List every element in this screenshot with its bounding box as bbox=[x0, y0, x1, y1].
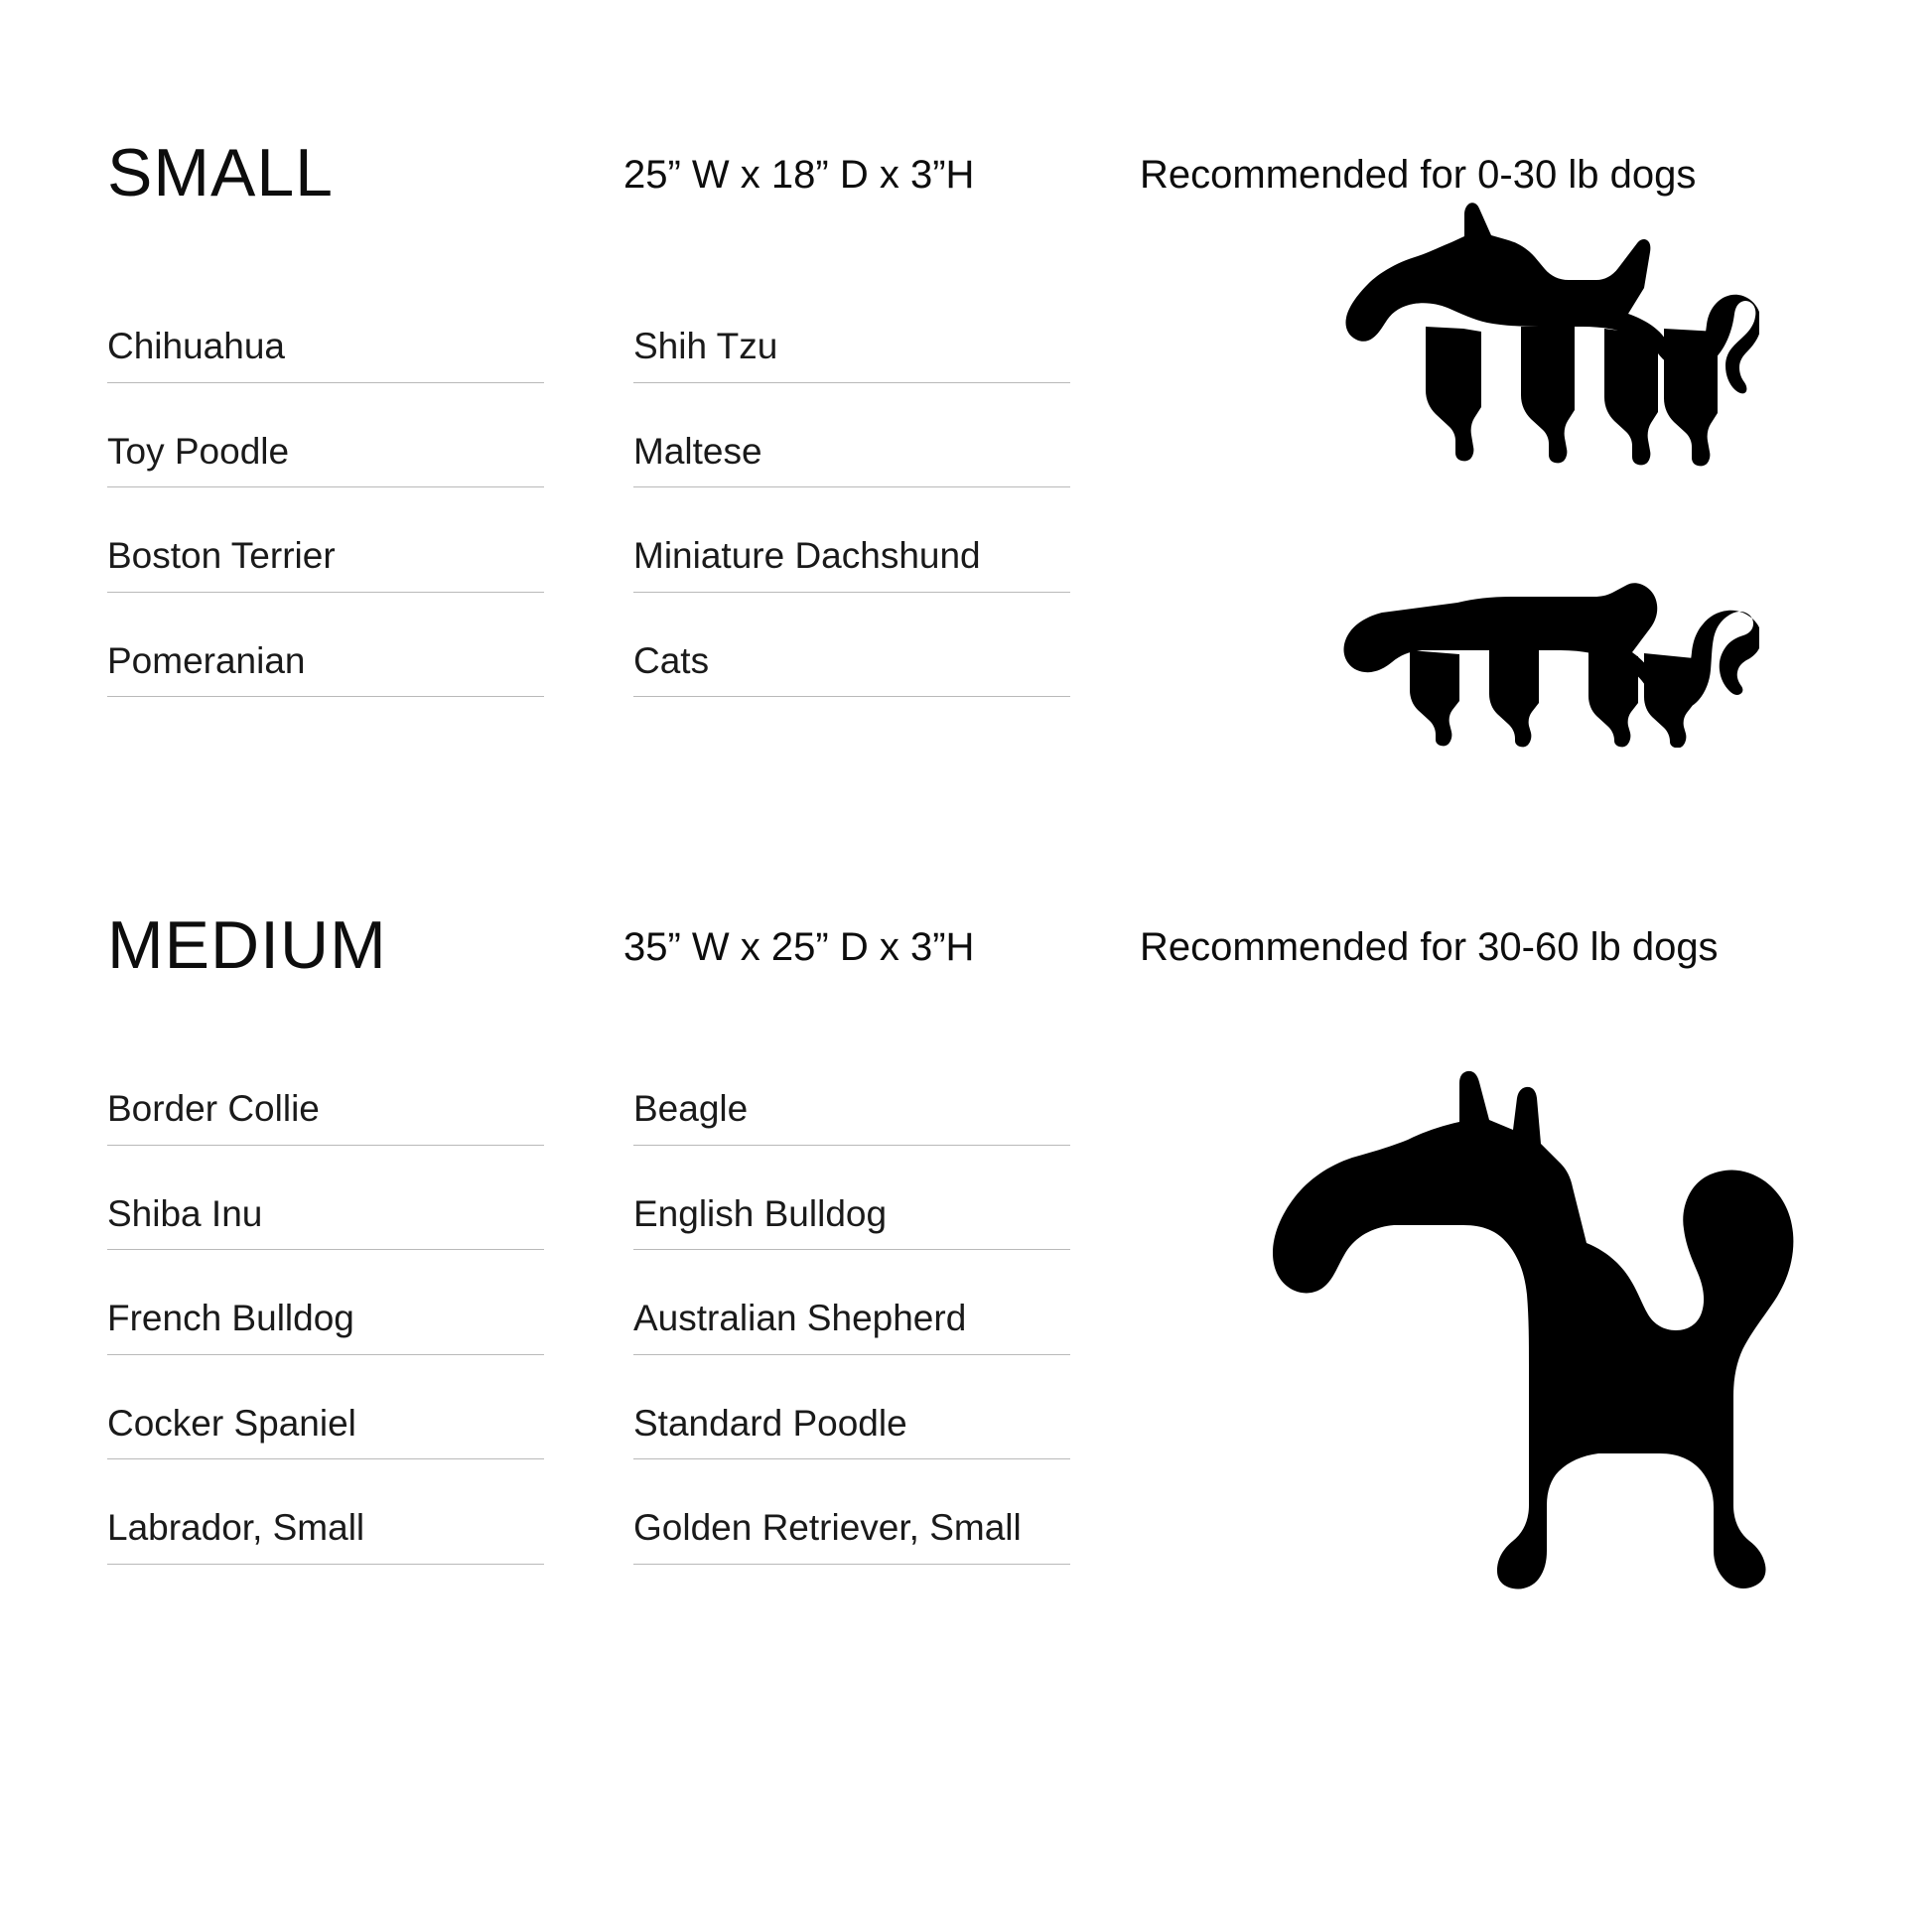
breed-list-small-left bbox=[107, 326, 544, 745]
medium-header-row bbox=[0, 907, 1932, 983]
recommendation-small: Recommended for 0-30 lb dogs bbox=[1140, 153, 1697, 197]
small-illustration-group bbox=[1189, 197, 1892, 753]
list-item: Border Collie bbox=[107, 1088, 544, 1146]
medium-illustration-group bbox=[1170, 1038, 1892, 1599]
list-item: Pomeranian bbox=[107, 640, 544, 698]
section-small bbox=[0, 0, 1932, 753]
dimensions-medium: 35” W x 25” D x 3”H bbox=[623, 925, 975, 969]
cat-silhouette-icon bbox=[1322, 539, 1759, 753]
list-item: Miniature Dachshund bbox=[633, 535, 1070, 593]
section-medium bbox=[0, 753, 1932, 1612]
list-item: Shiba Inu bbox=[107, 1193, 544, 1251]
list-item: Shih Tzu bbox=[633, 326, 1070, 383]
breed-list-medium-right bbox=[633, 1088, 1070, 1612]
dimensions-small: 25” W x 18” D x 3”H bbox=[623, 153, 975, 197]
page-title-medium: MEDIUM bbox=[107, 907, 387, 983]
list-item: Cocker Spaniel bbox=[107, 1403, 544, 1460]
recommendation-medium: Recommended for 30-60 lb dogs bbox=[1140, 925, 1719, 969]
list-item: Golden Retriever, Small bbox=[633, 1507, 1070, 1565]
list-item: Boston Terrier bbox=[107, 535, 544, 593]
breed-list-medium-left bbox=[107, 1088, 544, 1612]
list-item: Maltese bbox=[633, 431, 1070, 488]
list-item: Cats bbox=[633, 640, 1070, 698]
small-dog-silhouette-icon bbox=[1322, 197, 1759, 499]
list-item: Chihuahua bbox=[107, 326, 544, 383]
list-item: Toy Poodle bbox=[107, 431, 544, 488]
medium-dog-silhouette-icon bbox=[1233, 1038, 1829, 1599]
list-item: Australian Shepherd bbox=[633, 1298, 1070, 1355]
list-item: Beagle bbox=[633, 1088, 1070, 1146]
list-item: Standard Poodle bbox=[633, 1403, 1070, 1460]
list-item: English Bulldog bbox=[633, 1193, 1070, 1251]
breed-list-small-right bbox=[633, 326, 1070, 745]
page-title-small: SMALL bbox=[107, 135, 334, 210]
small-body-row bbox=[0, 326, 1932, 753]
list-item: French Bulldog bbox=[107, 1298, 544, 1355]
medium-body-row bbox=[0, 1088, 1932, 1612]
list-item: Labrador, Small bbox=[107, 1507, 544, 1565]
